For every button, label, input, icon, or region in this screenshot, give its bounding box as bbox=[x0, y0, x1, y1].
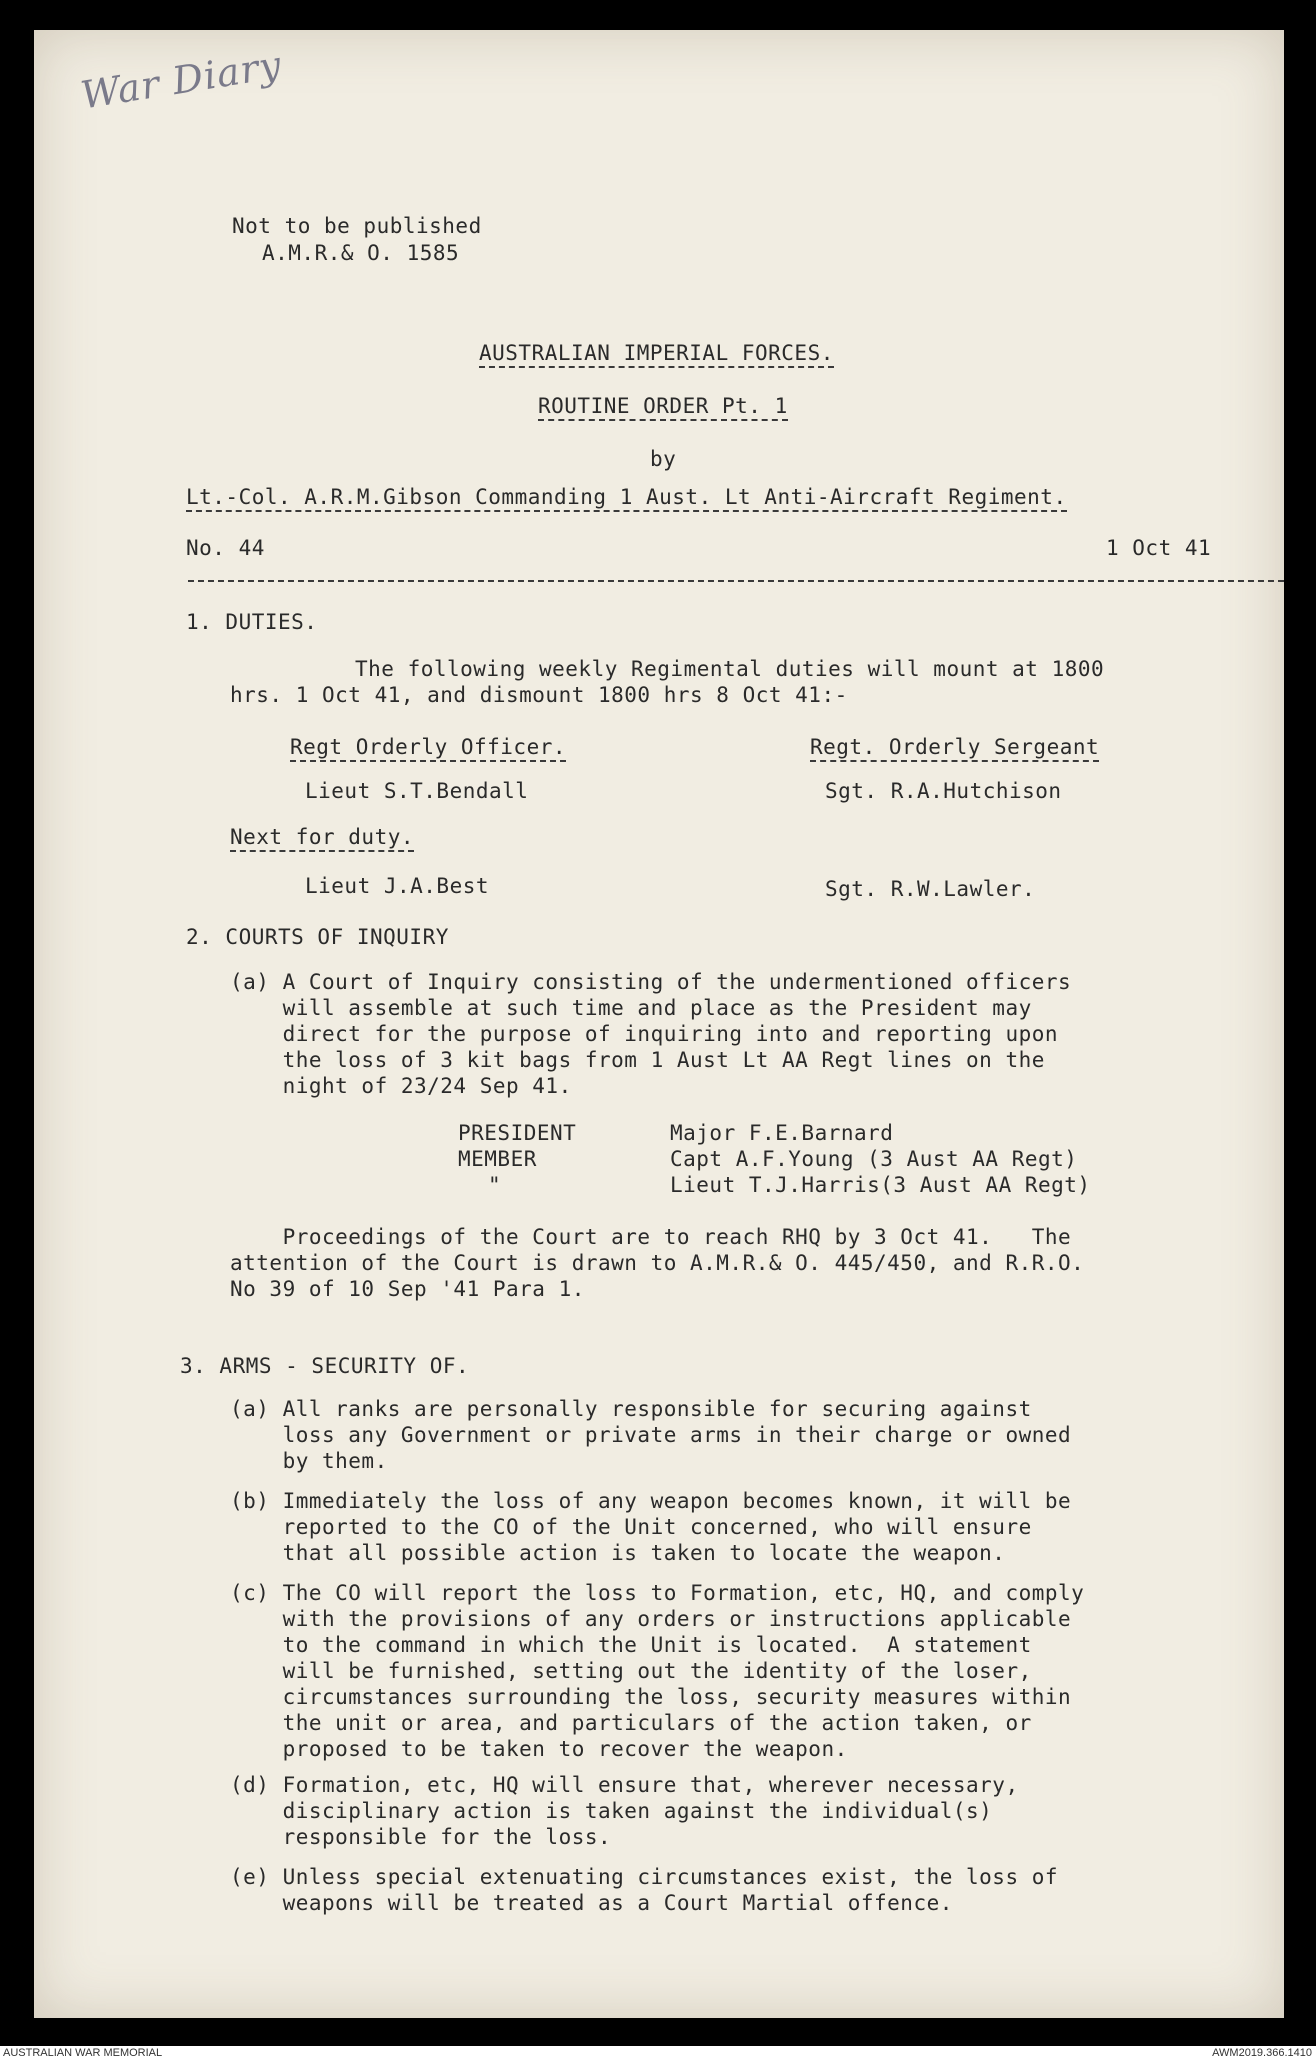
board-name: Capt A.F.Young (3 Aust AA Regt) bbox=[670, 1147, 1078, 1171]
section3-line: (d) Formation, etc, HQ will ensure that, wherever necessary, bbox=[230, 1773, 1019, 1797]
section2-heading: 2. COURTS OF INQUIRY bbox=[186, 925, 449, 949]
section3-line: proposed to be taken to recover the weapon. bbox=[230, 1737, 848, 1761]
section3-line: by them. bbox=[230, 1449, 388, 1473]
section3-line: that all possible action is taken to locate the weapon. bbox=[230, 1541, 1006, 1565]
section3-line: (a) All ranks are personally responsible for securing against bbox=[230, 1397, 1032, 1421]
section3-line: reported to the CO of the Unit concerned, who will ensure bbox=[230, 1515, 1032, 1539]
section2-a-line: will assemble at such time and place as the President may bbox=[230, 996, 1032, 1020]
section3-line: (c) The CO will report the loss to Formation, etc, HQ, and comply bbox=[230, 1581, 1085, 1605]
not-published-note: Not to be published bbox=[232, 214, 482, 238]
board-name: Major F.E.Barnard bbox=[670, 1121, 894, 1145]
orderly-sergeant-heading: Regt. Orderly Sergeant bbox=[810, 735, 1099, 762]
section3-line: will be furnished, setting out the identity of the loser, bbox=[230, 1659, 1032, 1683]
section3-line: weapons will be treated as a Court Martial offence. bbox=[230, 1891, 953, 1915]
footer-reference: AWM2019.366.1410 bbox=[1212, 2047, 1312, 2059]
title-line2: ROUTINE ORDER Pt. 1 bbox=[538, 394, 788, 421]
section1-para-line1: The following weekly Regimental duties will mount at 1800 bbox=[355, 657, 1105, 681]
section2-a-line: night of 23/24 Sep 41. bbox=[230, 1074, 572, 1098]
section3-line: (e) Unless special extenuating circumstances exist, the loss of bbox=[230, 1865, 1059, 1889]
section2-a-line: (a) A Court of Inquiry consisting of the undermentioned officers bbox=[230, 970, 1072, 994]
section3-heading: 3. ARMS - SECURITY OF. bbox=[180, 1354, 470, 1378]
order-date: 1 Oct 41 bbox=[1106, 536, 1212, 560]
proceedings-line: attention of the Court is drawn to A.M.R.& O. 445/450, and R.R.O. bbox=[230, 1251, 1085, 1275]
section1-para-line2: hrs. 1 Oct 41, and dismount 1800 hrs 8 Oct 41:- bbox=[230, 683, 848, 707]
section2-a-line: direct for the purpose of inquiring into and reporting upon bbox=[230, 1022, 1059, 1046]
handwritten-note: War Diary bbox=[77, 42, 285, 118]
amro-reference: A.M.R.& O. 1585 bbox=[262, 241, 460, 265]
section3-line: loss any Government or private arms in their charge or owned bbox=[230, 1423, 1072, 1447]
section3-line: the unit or area, and particulars of the action taken, or bbox=[230, 1711, 1032, 1735]
orderly-officer-name: Lieut S.T.Bendall bbox=[305, 779, 529, 803]
commander-line: Lt.-Col. A.R.M.Gibson Commanding 1 Aust. Lt Anti-Aircraft Regiment. bbox=[186, 485, 1067, 512]
orderly-sergeant-name: Sgt. R.A.Hutchison bbox=[825, 779, 1062, 803]
board-role: MEMBER bbox=[458, 1147, 537, 1171]
orderly-officer-heading: Regt Orderly Officer. bbox=[290, 735, 566, 762]
proceedings-line: No 39 of 10 Sep '41 Para 1. bbox=[230, 1277, 585, 1301]
section3-line: (b) Immediately the loss of any weapon becomes known, it will be bbox=[230, 1489, 1072, 1513]
divider-rule bbox=[188, 580, 1284, 582]
title-by: by bbox=[650, 447, 677, 471]
archive-footer bbox=[0, 2046, 1316, 2061]
section3-line: to the command in which the Unit is located. A statement bbox=[230, 1633, 1032, 1657]
section1-heading: 1. DUTIES. bbox=[186, 610, 318, 634]
section3-line: with the provisions of any orders or instructions applicable bbox=[230, 1607, 1072, 1631]
board-role: " bbox=[488, 1173, 502, 1197]
section2-a-line: the loss of 3 kit bags from 1 Aust Lt AA Regt lines on the bbox=[230, 1048, 1045, 1072]
board-role: PRESIDENT bbox=[458, 1121, 577, 1145]
next-officer-name: Lieut J.A.Best bbox=[305, 874, 490, 898]
footer-source: AUSTRALIAN WAR MEMORIAL bbox=[3, 2047, 163, 2059]
proceedings-line: Proceedings of the Court are to reach RHQ by 3 Oct 41. The bbox=[230, 1225, 1072, 1249]
next-sergeant-name: Sgt. R.W.Lawler. bbox=[825, 877, 1036, 901]
next-for-duty-label: Next for duty. bbox=[230, 825, 414, 852]
section3-line: circumstances surrounding the loss, security measures within bbox=[230, 1685, 1072, 1709]
section3-line: disciplinary action is taken against the individual(s) bbox=[230, 1799, 993, 1823]
section3-line: responsible for the loss. bbox=[230, 1825, 612, 1849]
title-line1: AUSTRALIAN IMPERIAL FORCES. bbox=[479, 341, 834, 368]
order-number: No. 44 bbox=[186, 536, 265, 560]
board-name: Lieut T.J.Harris(3 Aust AA Regt) bbox=[670, 1173, 1091, 1197]
